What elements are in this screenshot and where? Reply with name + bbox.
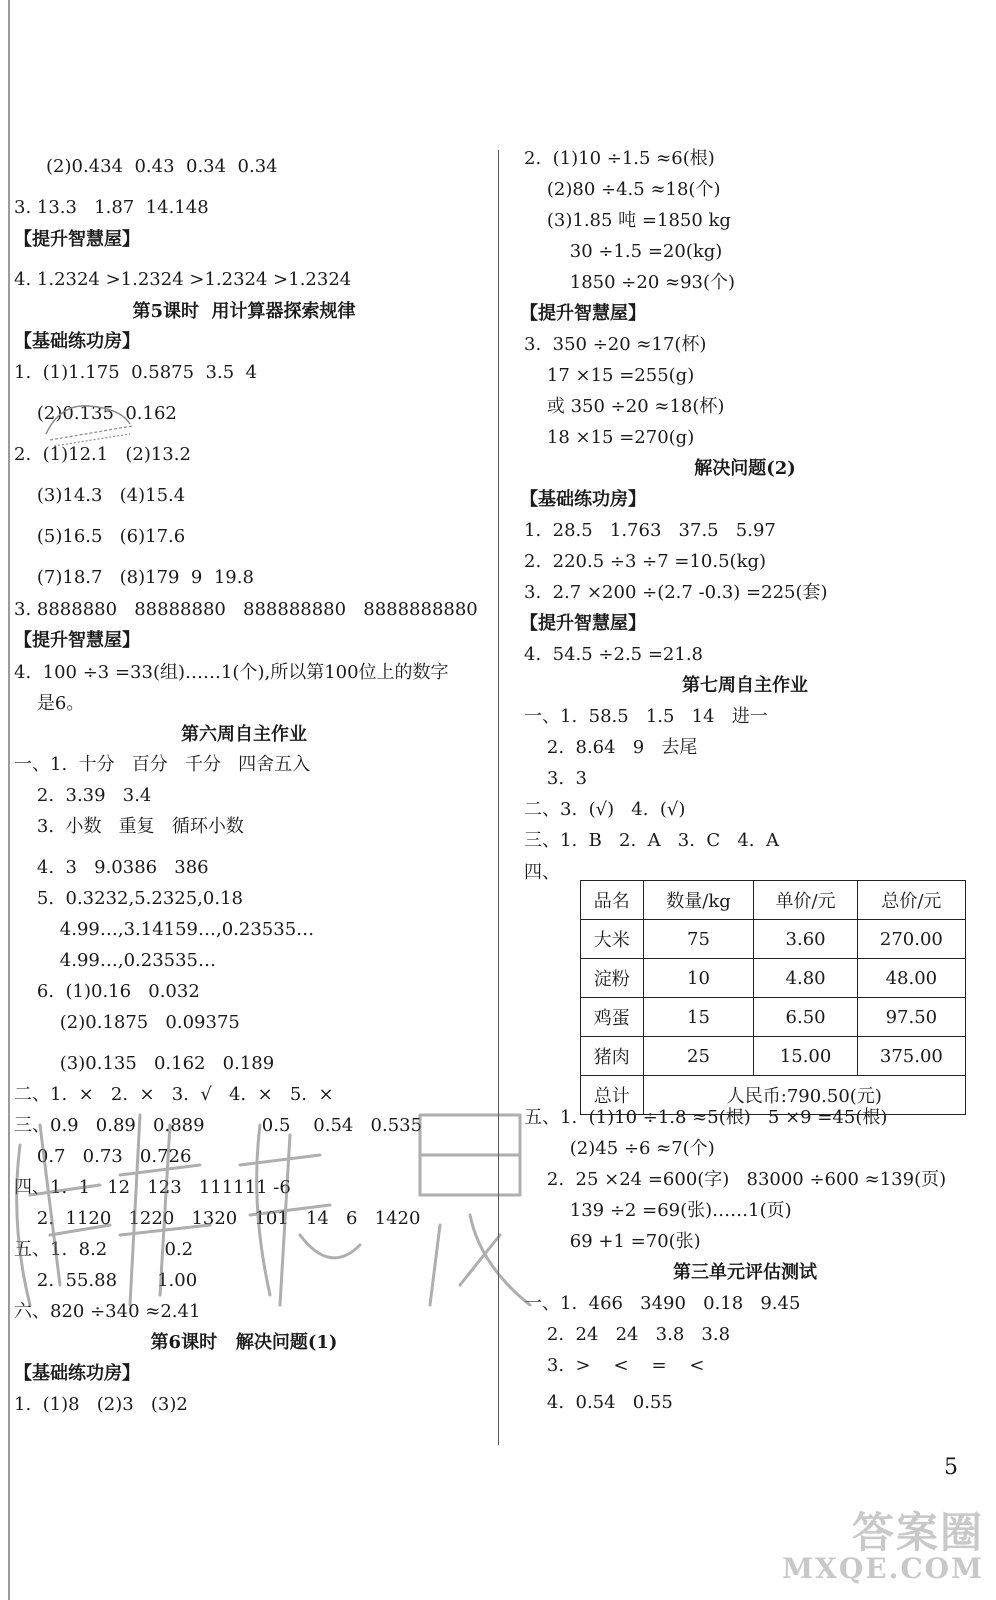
table-cell: 15.00 bbox=[754, 1037, 857, 1076]
table-cell: 270.00 bbox=[857, 920, 965, 959]
table-row bbox=[581, 959, 966, 998]
answer-line: 2. 3.39 3.4 bbox=[14, 785, 152, 806]
answer-line: 2. 24 24 3.8 3.8 bbox=[524, 1324, 731, 1345]
answer-line: 2. 25 ×24 =600(字) 83000 ÷600 ≈139(页) bbox=[524, 1169, 947, 1190]
answer-line: 一、1. 十分 百分 千分 四舍五入 bbox=[14, 754, 311, 775]
section-heading: 【提升智慧屋】 bbox=[520, 303, 646, 324]
answer-line: 3. 3 bbox=[524, 768, 587, 789]
answer-line: 三、0.9 0.89 0.889 0.5 0.54 0.535 bbox=[14, 1115, 423, 1136]
table-header-row bbox=[581, 881, 966, 920]
section-heading: 【提升智慧屋】 bbox=[520, 613, 646, 634]
section-title: 第七周自主作业 bbox=[682, 675, 808, 696]
answer-line: 18 ×15 =270(g) bbox=[524, 427, 695, 448]
answer-line: 0.7 0.73 0.726 bbox=[14, 1146, 192, 1167]
stamp-mark bbox=[40, 394, 136, 454]
section-heading: 【提升智慧屋】 bbox=[14, 229, 140, 250]
table-header-cell: 品名 bbox=[581, 881, 644, 920]
table-total-row bbox=[581, 1076, 966, 1115]
answer-line: (3)1.85 吨 =1850 kg bbox=[524, 210, 731, 231]
answer-line: 是6。 bbox=[14, 693, 85, 714]
answer-line: (3)14.3 (4)15.4 bbox=[14, 485, 186, 506]
table-cell: 4.80 bbox=[754, 959, 857, 998]
table-cell: 淀粉 bbox=[581, 959, 644, 998]
answer-line: (5)16.5 (6)17.6 bbox=[14, 526, 186, 547]
table-header-cell: 单价/元 bbox=[754, 881, 857, 920]
answer-line: 3. 8888880 88888880 888888880 8888888880 bbox=[14, 599, 478, 620]
answer-line: 一、1. 466 3490 0.18 9.45 bbox=[524, 1293, 801, 1314]
logo-text-bottom: MXQE.COM bbox=[782, 1552, 984, 1585]
answer-line: 2. 220.5 ÷3 ÷7 =10.5(kg) bbox=[524, 551, 767, 572]
table-cell: 25 bbox=[643, 1037, 754, 1076]
answer-line: 或 350 ÷20 ≈18(杯) bbox=[524, 396, 725, 417]
answer-line: 30 ÷1.5 =20(kg) bbox=[524, 241, 723, 262]
answer-line: 3. 2.7 ×200 ÷(2.7 -0.3) =225(套) bbox=[524, 582, 828, 603]
table-header-cell: 总价/元 bbox=[857, 881, 965, 920]
column-divider bbox=[498, 150, 499, 1445]
table-cell: 大米 bbox=[581, 920, 644, 959]
table-cell: 48.00 bbox=[857, 959, 965, 998]
answer-line: 2. 55.88 1.00 bbox=[14, 1270, 198, 1291]
section-heading: 【基础练功房】 bbox=[14, 1363, 140, 1384]
answer-line: 四、1. 1 12 123 111111 -6 bbox=[14, 1177, 291, 1198]
answer-line: 4. 54.5 ÷2.5 =21.8 bbox=[524, 644, 704, 665]
answer-line: 3. 13.3 1.87 14.148 bbox=[14, 197, 209, 218]
answer-line: 5. 0.3232,5.2325,0.18 bbox=[14, 888, 243, 909]
answer-line: 三、1. B 2. A 3. C 4. A bbox=[524, 830, 779, 851]
lesson-title: 第5课时 用计算器探索规律 bbox=[132, 301, 356, 322]
answer-line: 四、 bbox=[524, 862, 560, 883]
section-heading: 【基础练功房】 bbox=[14, 331, 140, 352]
answer-line: 2. (1)10 ÷1.5 ≈6(根) bbox=[524, 148, 715, 169]
table-cell: 15 bbox=[643, 998, 754, 1037]
answer-line: 2. (1)12.1 (2)13.2 bbox=[14, 444, 191, 465]
table-cell: 猪肉 bbox=[581, 1037, 644, 1076]
answer-line: (2)0.1875 0.09375 bbox=[14, 1012, 240, 1033]
answer-line: 3. 小数 重复 循环小数 bbox=[14, 816, 244, 837]
answer-line: 6. (1)0.16 0.032 bbox=[14, 981, 200, 1002]
table-cell: 75 bbox=[643, 920, 754, 959]
answer-line: 五、1. (1)10 ÷1.8 ≈5(根) 5 ×9 =45(根) bbox=[524, 1107, 888, 1128]
table-cell: 3.60 bbox=[754, 920, 857, 959]
logo-text-top: 答案圈 bbox=[851, 1508, 984, 1557]
answer-line: 4.99…,0.23535… bbox=[14, 950, 217, 971]
price-table bbox=[580, 880, 966, 1115]
table-cell: 6.50 bbox=[754, 998, 857, 1037]
page-number: 5 bbox=[944, 1455, 958, 1480]
table-row bbox=[581, 998, 966, 1037]
answer-line: 一、1. 58.5 1.5 14 进一 bbox=[524, 706, 768, 727]
table-cell: 97.50 bbox=[857, 998, 965, 1037]
answer-line: (7)18.7 (8)179 9 19.8 bbox=[14, 567, 254, 588]
answer-line: 17 ×15 =255(g) bbox=[524, 365, 695, 386]
answer-line: 2. 8.64 9 去尾 bbox=[524, 737, 698, 758]
answer-line: 1. 28.5 1.763 37.5 5.97 bbox=[524, 520, 776, 541]
table-cell: 鸡蛋 bbox=[581, 998, 644, 1037]
lesson-title: 解决问题(2) bbox=[694, 458, 796, 479]
table-row bbox=[581, 920, 966, 959]
answer-line: 4. 0.54 0.55 bbox=[524, 1392, 673, 1413]
section-title: 第六周自主作业 bbox=[181, 724, 307, 745]
answer-line: 1850 ÷20 ≈93(个) bbox=[524, 272, 736, 293]
table-total-label: 总计 bbox=[581, 1076, 644, 1115]
answer-line: 4. 100 ÷3 =33(组)……1(个),所以第100位上的数字 bbox=[14, 662, 449, 683]
answer-line: (2)0.135 0.162 bbox=[14, 403, 177, 424]
answer-line: 2. 1120 1220 1320 101 14 6 1420 bbox=[14, 1208, 421, 1229]
site-logo bbox=[782, 1500, 990, 1592]
answer-line: (2)0.434 0.43 0.34 0.34 bbox=[46, 156, 278, 177]
section-title: 第三单元评估测试 bbox=[673, 1262, 817, 1283]
answer-line: 3. > < = < bbox=[524, 1355, 705, 1376]
table-cell: 10 bbox=[643, 959, 754, 998]
answer-line: 69 +1 =70(张) bbox=[524, 1231, 701, 1252]
binding-edge bbox=[8, 0, 10, 1600]
table-total-value: 人民币:790.50(元) bbox=[643, 1076, 965, 1115]
answer-line: 六、820 ÷340 ≈2.41 bbox=[14, 1301, 201, 1322]
answer-line: 1. (1)8 (2)3 (3)2 bbox=[14, 1394, 188, 1415]
answer-line: 1. (1)1.175 0.5875 3.5 4 bbox=[14, 362, 258, 383]
answer-line: 4. 1.2324 >1.2324 >1.2324 >1.2324 bbox=[14, 269, 352, 290]
section-heading: 【提升智慧屋】 bbox=[14, 630, 140, 651]
answer-line: 4. 3 9.0386 386 bbox=[14, 857, 209, 878]
section-heading: 【基础练功房】 bbox=[520, 489, 646, 510]
answer-line: (2)45 ÷6 ≈7(个) bbox=[524, 1138, 715, 1159]
table-header-cell: 数量/kg bbox=[643, 881, 754, 920]
answer-line: (3)0.135 0.162 0.189 bbox=[14, 1053, 275, 1074]
answer-line: 139 ÷2 =69(张)……1(页) bbox=[524, 1200, 792, 1221]
answer-line: 二、3. (√) 4. (√) bbox=[524, 799, 686, 820]
answer-line: 3. 350 ÷20 ≈17(杯) bbox=[524, 334, 707, 355]
answer-line: 五、1. 8.2 0.2 bbox=[14, 1239, 194, 1260]
answer-line: 二、1. × 2. × 3. √ 4. × 5. × bbox=[14, 1084, 334, 1105]
answer-line: (2)80 ÷4.5 ≈18(个) bbox=[524, 179, 721, 200]
answer-line: 4.99…,3.14159…,0.23535… bbox=[14, 919, 315, 940]
table-cell: 375.00 bbox=[857, 1037, 965, 1076]
lesson-title: 第6课时 解决问题(1) bbox=[150, 1332, 338, 1353]
table-row bbox=[581, 1037, 966, 1076]
